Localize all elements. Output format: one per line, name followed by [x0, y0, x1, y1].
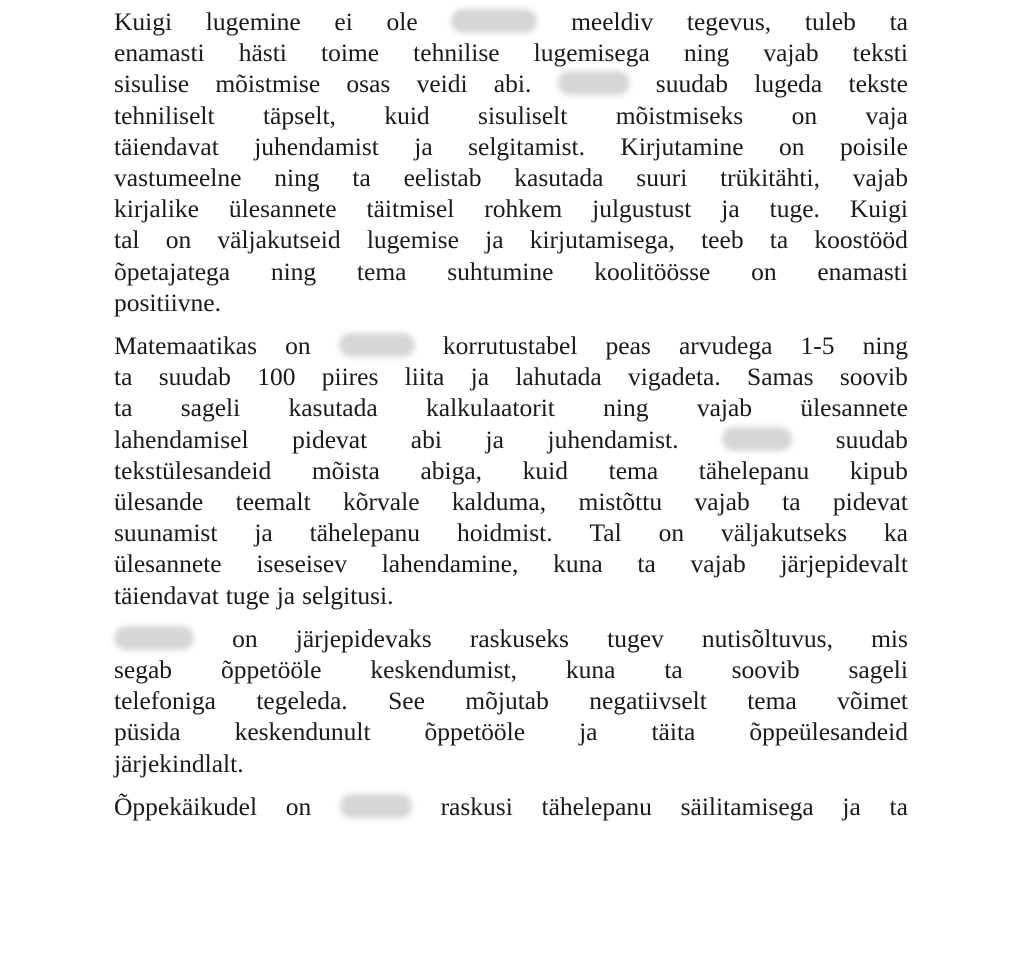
- text-line: [114, 256, 908, 287]
- word: abi.: [493, 69, 532, 99]
- word: väljakutseks: [720, 518, 848, 548]
- word: tegeleda.: [256, 686, 348, 716]
- word: tugev: [607, 623, 664, 653]
- word: võimet: [837, 686, 908, 716]
- word: veidi: [416, 69, 468, 99]
- word: vajab: [696, 393, 753, 423]
- word: tema: [747, 686, 797, 716]
- word: ta: [889, 7, 908, 36]
- word: ning: [862, 331, 908, 360]
- word: mistõttu: [578, 487, 663, 516]
- word: soovib: [731, 655, 800, 684]
- word: Kuigi: [849, 194, 908, 224]
- word: peas: [605, 331, 651, 360]
- word: ta: [664, 655, 683, 684]
- word: meeldiv: [571, 7, 654, 36]
- word: õpetajatega: [114, 256, 231, 286]
- word: ja: [579, 717, 598, 747]
- word: lugemine: [205, 7, 301, 36]
- word: suudab: [655, 69, 729, 99]
- word: tuge.: [769, 194, 820, 224]
- word: kalduma,: [451, 487, 547, 516]
- word: kalkulaatorit: [426, 393, 555, 423]
- word: kirjutamisega,: [529, 225, 675, 255]
- word: abiga,: [420, 455, 483, 485]
- word: lahutada: [515, 362, 602, 392]
- word: järjepidevalt: [780, 549, 908, 579]
- text-line: [114, 455, 908, 486]
- word: korrutustabel: [442, 331, 578, 360]
- word: vajab: [690, 549, 746, 579]
- word: tähelepanu: [309, 518, 421, 548]
- word: suunamist: [114, 518, 218, 548]
- word: telefoniga: [114, 686, 216, 716]
- word: vaja: [865, 100, 908, 130]
- word: liita: [404, 362, 445, 392]
- word: õppetööle: [424, 717, 526, 747]
- word: kuna: [553, 549, 603, 579]
- word: on: [791, 100, 818, 130]
- word: suuri: [636, 163, 688, 192]
- word: Tal: [589, 518, 622, 548]
- word: kipub: [849, 455, 908, 485]
- word: tekste: [848, 69, 908, 99]
- word: tal: [114, 225, 140, 255]
- word: raskusi: [440, 791, 513, 821]
- word: vajab: [694, 487, 750, 516]
- word: on: [751, 256, 777, 286]
- word: on: [232, 623, 258, 653]
- word: kõrvale: [343, 487, 420, 516]
- text-line: [114, 330, 908, 361]
- word: mis: [871, 623, 908, 653]
- word: mõistmiseks: [615, 100, 744, 130]
- word: selgitamist.: [468, 131, 585, 161]
- word: ei: [334, 7, 353, 36]
- text-line: [114, 193, 908, 224]
- word: ja: [414, 131, 433, 161]
- text-line: [114, 68, 908, 99]
- word: kuna: [565, 655, 616, 684]
- redacted-name-blur: [722, 427, 792, 451]
- redacted-name-blur: [114, 626, 194, 650]
- text-line: [114, 791, 908, 822]
- word: juhendamist.: [547, 424, 679, 454]
- word: püsida: [114, 717, 181, 747]
- word: suudab: [158, 362, 231, 392]
- word: teemalt: [235, 487, 311, 516]
- word: sisulise: [114, 69, 190, 99]
- word: sageli: [848, 655, 908, 684]
- word: ja: [254, 518, 273, 548]
- text-line: [114, 392, 908, 423]
- word: ta: [114, 393, 133, 423]
- redacted-name-blur: [339, 333, 415, 357]
- word: täiendavat: [114, 580, 219, 610]
- word: enamasti: [114, 38, 205, 68]
- word: ta: [114, 362, 133, 392]
- text-line: [114, 486, 908, 517]
- text-line: [114, 580, 908, 611]
- word: kasutada: [514, 163, 604, 192]
- word: tema: [356, 256, 407, 286]
- word: piires: [321, 362, 379, 392]
- word: teeb: [701, 225, 744, 255]
- word: täita: [651, 717, 696, 747]
- word: koostööd: [814, 225, 908, 255]
- word: tekstülesandeid: [114, 455, 272, 485]
- word: trükitähti,: [720, 163, 820, 192]
- word: tuge: [225, 580, 270, 610]
- word: tegevus,: [686, 7, 772, 36]
- word: iseseisev: [256, 549, 347, 579]
- word: ta: [782, 487, 801, 516]
- word: tehniliselt: [114, 100, 215, 130]
- word: vastumeelne: [114, 163, 242, 192]
- word: järjekindlalt.: [114, 748, 244, 778]
- word: kasutada: [288, 393, 378, 423]
- word: ning: [274, 163, 320, 192]
- word: ta: [769, 225, 789, 255]
- word: on: [779, 131, 805, 161]
- text-line: [114, 37, 908, 68]
- text-line: [114, 361, 908, 392]
- word: raskuseks: [469, 623, 569, 653]
- word: ülesannete: [800, 393, 908, 423]
- word: suudab: [835, 424, 908, 454]
- word: toime: [321, 38, 380, 68]
- word: ka: [883, 518, 908, 548]
- word: kuid: [522, 455, 568, 485]
- word: hästi: [238, 38, 287, 68]
- text-line: [114, 654, 908, 685]
- text-line: [114, 517, 908, 548]
- word: õppetööle: [220, 655, 322, 684]
- word: on: [285, 331, 311, 360]
- text-line: [114, 748, 908, 779]
- word: ja: [485, 424, 504, 454]
- word: teksti: [852, 38, 908, 68]
- text-line: [114, 6, 908, 37]
- word: ülesannete: [114, 549, 222, 579]
- word: enamasti: [817, 256, 908, 286]
- text-line: [114, 685, 908, 716]
- text-line: [114, 131, 908, 162]
- word: suhtumine: [447, 256, 554, 286]
- word: ja: [842, 791, 861, 821]
- word: sageli: [180, 393, 241, 423]
- redacted-name-blur: [558, 71, 630, 95]
- word: tähelepanu: [698, 455, 810, 485]
- text-line: [114, 224, 908, 255]
- word: tehnilise: [413, 38, 500, 68]
- word: Õppekäikudel: [114, 791, 258, 821]
- word: nutisõltuvus,: [701, 623, 833, 653]
- word: ning: [603, 393, 649, 423]
- word: 100: [257, 362, 296, 392]
- word: täiendavat: [114, 131, 219, 161]
- text-line: [114, 716, 908, 747]
- word: positiivne.: [114, 287, 221, 317]
- word: säilitamisega: [680, 791, 814, 821]
- word: mõista: [311, 455, 380, 485]
- word: lugemise: [366, 225, 459, 255]
- word: lugeda: [754, 69, 823, 99]
- word: täitmisel: [366, 194, 455, 224]
- word: hoidmist.: [456, 518, 553, 548]
- word: selgitusi.: [302, 580, 394, 610]
- word: koolitöösse: [594, 256, 711, 286]
- redacted-name-blur: [451, 9, 537, 33]
- word: õppeülesandeid: [749, 717, 908, 747]
- text-line: [114, 548, 908, 579]
- word: segab: [114, 655, 173, 684]
- word: ülesande: [114, 487, 204, 516]
- word: juhendamist: [254, 131, 379, 161]
- word: arvudega: [678, 331, 773, 360]
- word: mõjutab: [465, 686, 549, 716]
- word: on: [165, 225, 192, 255]
- word: väljakutseid: [217, 225, 341, 255]
- word: on: [285, 791, 312, 821]
- word: vigadeta.: [627, 362, 721, 392]
- word: on: [658, 518, 685, 548]
- text-line: [114, 287, 908, 318]
- text-line: [114, 162, 908, 193]
- word: julgustust: [592, 194, 692, 224]
- word: kuid: [384, 100, 430, 130]
- word: ja: [485, 225, 504, 255]
- word: tuleb: [804, 7, 856, 36]
- word: Kirjutamine: [620, 131, 744, 161]
- word: ning: [270, 256, 317, 286]
- word: ta: [352, 163, 371, 192]
- word: eelistab: [403, 163, 482, 192]
- word: kirjalike: [114, 194, 199, 224]
- word: ja: [276, 580, 296, 610]
- word: abi: [410, 424, 442, 454]
- word: tähelepanu: [541, 791, 652, 821]
- text-line: [114, 623, 908, 654]
- word: ülesannete: [228, 194, 337, 224]
- word: keskendunult: [234, 717, 371, 747]
- word: pidevat: [832, 487, 908, 516]
- word: vajab: [763, 38, 819, 68]
- word: ja: [470, 362, 490, 392]
- word: osas: [346, 69, 391, 99]
- word: lahendamine,: [381, 549, 519, 579]
- text-line: [114, 424, 908, 455]
- word: täpselt,: [262, 100, 336, 130]
- word: ta: [637, 549, 656, 579]
- word: pidevat: [292, 424, 368, 454]
- word: ja: [721, 194, 740, 224]
- word: Samas: [747, 362, 814, 392]
- word: 1-5: [800, 331, 835, 360]
- word: keskendumist,: [370, 655, 517, 684]
- word: ole: [386, 7, 418, 36]
- word: Kuigi: [114, 7, 173, 36]
- word: soovib: [839, 362, 908, 392]
- word: rohkem: [484, 194, 563, 224]
- word: See: [388, 686, 425, 716]
- word: poisile: [839, 131, 908, 161]
- word: ning: [683, 38, 730, 68]
- word: lahendamisel: [114, 424, 249, 454]
- word: tema: [608, 455, 659, 485]
- text-line: [114, 100, 908, 131]
- word: järjepidevaks: [295, 623, 432, 653]
- word: Matemaatikas: [114, 331, 258, 360]
- word: negatiivselt: [589, 686, 707, 716]
- word: vajab: [852, 163, 908, 192]
- redacted-name-blur: [340, 794, 412, 818]
- word: lugemisega: [533, 38, 650, 68]
- word: sisuliselt: [478, 100, 568, 130]
- word: ta: [889, 791, 908, 821]
- word: mõistmise: [215, 69, 321, 99]
